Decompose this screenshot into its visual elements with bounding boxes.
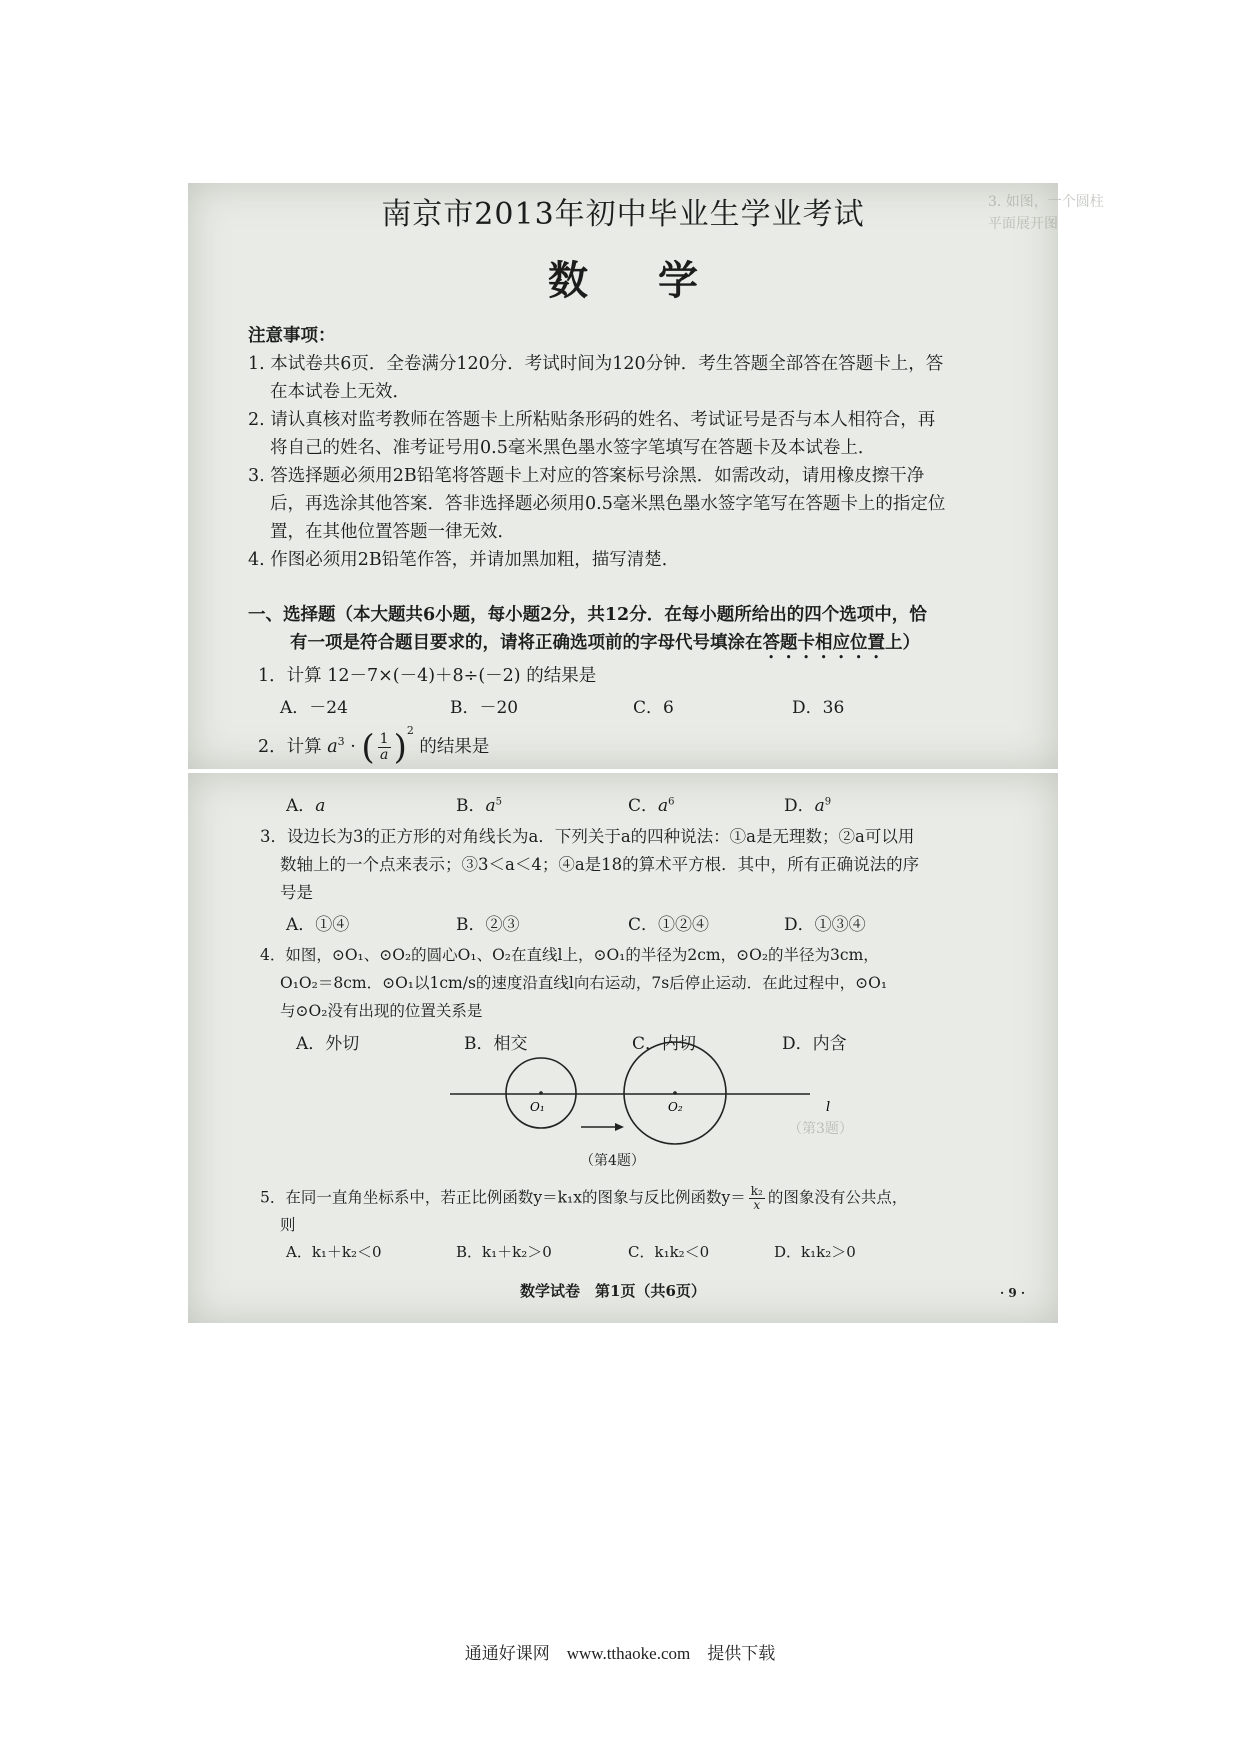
notice-line: 1. 本试卷共6页．全卷满分120分．考试时间为120分钟．考生答题全部答在答题卡上，答 xyxy=(248,354,944,374)
q3-option-d: D．①③④ xyxy=(784,915,866,935)
notice-line: 3. 答选择题必须用2B铅笔将答题卡上对应的答案标号涂黑．如需改动，请用橡皮擦干净 xyxy=(248,466,925,486)
question-1-stem: 1．计算 12－7×(－4)＋8÷(－2) 的结果是 xyxy=(258,666,597,686)
notice-heading: 注意事项： xyxy=(248,326,336,346)
q3-option-c: C．①②④ xyxy=(628,915,710,935)
label-o2: O₂ xyxy=(668,1100,683,1114)
notice-line: 2. 请认真核对监考教师在答题卡上所粘贴条形码的姓名、考试证号是否与本人相符合，再 xyxy=(248,410,936,430)
q2-dot: · xyxy=(350,737,356,757)
notice-line: 置，在其他位置答题一律无效． xyxy=(270,522,515,542)
section-text: 有一项是符合题目要求的，请将正确选项前的字母代号填涂在 xyxy=(290,633,763,653)
question-3-line: 数轴上的一个点来表示；③3＜a＜4；④a是18的算术平方根．其中，所有正确说法的序 xyxy=(280,855,920,874)
figure-caption: （第4题） xyxy=(580,1153,645,1169)
q2-base-exponent: 3 xyxy=(337,735,345,749)
q2-option-label: D． xyxy=(784,796,815,816)
q5-option-d: D．k₁k₂＞0 xyxy=(774,1243,856,1261)
section-heading: 一、选择题（本大题共6小题，每小题2分，共12分．在每小题所给出的四个选项中，恰 xyxy=(248,605,927,625)
q2-option-exp: 6 xyxy=(668,796,675,808)
q1-option-a: A．－24 xyxy=(280,698,348,718)
q2-frac-denominator: a xyxy=(379,747,389,763)
section-emphasis-text: 答题卡相应位置 xyxy=(762,633,885,653)
q4-option-d: D．内含 xyxy=(782,1034,847,1054)
q5-frac-denominator: x xyxy=(753,1198,761,1212)
q2-text: 2．计算 xyxy=(258,737,322,757)
q2-text: 的结果是 xyxy=(419,737,490,757)
q2-right-paren: ) xyxy=(393,727,407,768)
q1-option-c: C．6 xyxy=(633,698,674,718)
q2-option-label: A． xyxy=(286,796,316,816)
exam-photo-top xyxy=(188,183,1104,769)
q5-option-c: C．k₁k₂＜0 xyxy=(628,1243,710,1261)
q4-option-b: B．相交 xyxy=(464,1034,528,1054)
question-4-line: 4．如图，⊙O₁、⊙O₂的圆心O₁、O₂在直线l上，⊙O₁的半径为2cm，⊙O₂的半径为3cm， xyxy=(260,946,879,964)
question-5-stem xyxy=(260,1185,907,1212)
q2-base: a xyxy=(327,737,338,757)
notice-line: 将自己的姓名、准考证号用0.5毫米黑色墨水签字笔填写在答题卡及本试卷上． xyxy=(270,438,876,458)
exam-title: 南京市2013年初中毕业生学业考试 xyxy=(381,197,865,232)
q5-option-b: B．k₁＋k₂＞0 xyxy=(456,1243,552,1261)
question-4-line: O₁O₂＝8cm．⊙O₁以1cm/s的速度沿直线l向右运动，7s后停止运动．在此过程中，⊙O₁ xyxy=(280,974,888,992)
q5-text: 5．在同一直角坐标系中，若正比例函数y＝k₁x的图象与反比例函数y＝ xyxy=(260,1188,746,1207)
bleed-through-text: 3. 如图，一个圆柱 xyxy=(988,194,1104,210)
q5-frac-numerator: k₂ xyxy=(750,1184,763,1198)
q2-option-label: B． xyxy=(456,796,486,816)
q5-fraction xyxy=(749,1185,765,1212)
q1-option-d: D．36 xyxy=(792,698,845,718)
center-o2 xyxy=(673,1091,677,1095)
q2-option-var: a xyxy=(315,796,326,816)
exam-photo-bottom xyxy=(188,773,1058,1323)
notice-line: 在本试卷上无效． xyxy=(270,382,410,402)
center-o1 xyxy=(539,1091,543,1095)
notice-line: 4. 作图必须用2B铅笔作答，并请加黑加粗，描写清楚． xyxy=(248,550,680,570)
q2-outer-exponent: 2 xyxy=(406,724,414,737)
bleed-through-text: （第3题） xyxy=(788,1121,853,1137)
question-3-line: 3．设边长为3的正方形的对角线长为a．下列关于a的四种说法：①a是无理数；②a可以用 xyxy=(260,827,915,846)
q2-option-label: C． xyxy=(628,796,659,816)
q2-option-exp: 5 xyxy=(495,796,503,808)
motion-arrow-head xyxy=(615,1123,624,1131)
q2-option-var: a xyxy=(485,796,496,816)
label-o1: O₁ xyxy=(530,1100,545,1114)
q5-option-a: A．k₁＋k₂＜0 xyxy=(286,1243,382,1261)
q2-option-var: a xyxy=(658,796,669,816)
q5-text: 的图象没有公共点， xyxy=(767,1188,908,1207)
q2-option-exp: 9 xyxy=(824,796,832,808)
notice-line: 后，再选涂其他答案．答非选择题必须用0.5毫米黑色墨水签字笔写在答题卡上的指定位 xyxy=(270,494,946,514)
exam-subject: 数学 xyxy=(548,257,768,304)
q2-fraction xyxy=(378,732,391,763)
exam-page-number: · 9 · xyxy=(1000,1286,1026,1300)
q3-option-b: B．②③ xyxy=(456,915,520,935)
question-3-line: 号是 xyxy=(280,883,313,902)
question-5-cont: 则 xyxy=(280,1216,296,1234)
label-l: l xyxy=(826,1100,831,1115)
q4-option-a: A．外切 xyxy=(296,1034,360,1054)
q2-option-var: a xyxy=(814,796,825,816)
q4-option-c: C．内切 xyxy=(632,1034,697,1054)
q1-option-b: B．－20 xyxy=(450,698,519,718)
site-footer: 通通好课网 www.tthaoke.com 提供下载 xyxy=(464,1644,776,1663)
bleed-through-text: 平面展开图 xyxy=(988,216,1058,232)
section-heading-cont xyxy=(290,631,920,663)
section-text: 上） xyxy=(885,633,920,653)
q3-option-a: A．①④ xyxy=(286,915,350,935)
question-2-stem xyxy=(258,719,490,768)
q2-left-paren: ( xyxy=(361,727,375,768)
question-4-line: 与⊙O₂没有出现的位置关系是 xyxy=(280,1002,483,1020)
exam-page-footer: 数学试卷 第1页（共6页） xyxy=(520,1282,706,1300)
q2-frac-numerator: 1 xyxy=(379,731,389,747)
